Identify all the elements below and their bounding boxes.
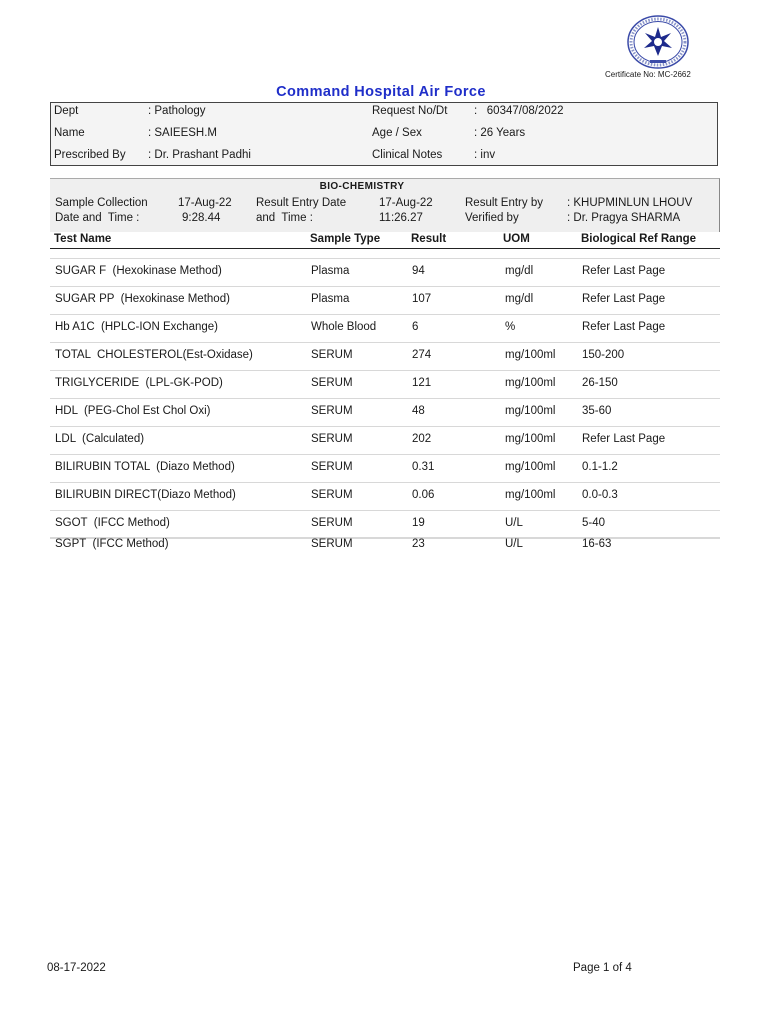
age-sex-value: : 26 Years (474, 127, 526, 139)
result-value: 0.06 (412, 489, 435, 501)
test-name: SUGAR F (Hexokinase Method) (55, 265, 222, 277)
entry-date: 17-Aug-22 (379, 197, 433, 209)
uom: % (505, 321, 516, 333)
table-row (50, 454, 720, 483)
col-sample-type: Sample Type (310, 233, 381, 245)
table-row (50, 286, 720, 315)
name-value: : SAIEESH.M (148, 127, 218, 139)
table-row (50, 342, 720, 371)
result-value: 6 (412, 321, 419, 333)
test-name: LDL (Calculated) (55, 433, 145, 445)
result-value: 23 (412, 538, 425, 550)
footer-date: 08-17-2022 (47, 962, 106, 974)
ref-range: Refer Last Page (582, 321, 666, 333)
table-row (50, 258, 720, 287)
sample-type: SERUM (311, 538, 353, 550)
ref-range: 35-60 (582, 405, 612, 417)
ref-range: 16-63 (582, 538, 612, 550)
table-row (50, 537, 720, 550)
table-row (50, 482, 720, 511)
table-row (50, 510, 720, 539)
uom: mg/dl (505, 293, 534, 305)
collection-date: 17-Aug-22 (178, 197, 232, 209)
uom: mg/100ml (505, 433, 556, 445)
test-name: HDL (PEG-Chol Est Chol Oxi) (55, 405, 211, 417)
sample-type: SERUM (311, 461, 353, 473)
test-name: Hb A1C (HPLC-ION Exchange) (55, 321, 218, 333)
entry-time: 11:26.27 (379, 212, 423, 224)
test-name: TRIGLYCERIDE (LPL-GK-POD) (55, 377, 223, 389)
test-name: SUGAR PP (Hexokinase Method) (55, 293, 230, 305)
result-value: 94 (412, 265, 425, 277)
sample-type: SERUM (311, 433, 353, 445)
certificate-number: Certificate No: MC-2662 (605, 70, 691, 79)
age-sex-label: Age / Sex (372, 127, 422, 139)
result-value: 121 (412, 377, 432, 389)
sample-type: Plasma (311, 265, 350, 277)
test-name: SGOT (IFCC Method) (55, 517, 170, 529)
table-row (50, 314, 720, 343)
table-row (50, 398, 720, 427)
result-entry-label-2: and Time : (256, 212, 313, 224)
ref-range: Refer Last Page (582, 293, 666, 305)
result-value: 202 (412, 433, 432, 445)
col-result: Result (411, 233, 447, 245)
section-info-box (50, 178, 720, 232)
sample-type: SERUM (311, 405, 353, 417)
ref-range: 0.1-1.2 (582, 461, 618, 473)
prescribed-by-label: Prescribed By (54, 149, 126, 161)
result-entry-label: Result Entry Date (256, 197, 347, 209)
ref-range: 0.0-0.3 (582, 489, 618, 501)
uom: mg/100ml (505, 349, 556, 361)
entry-by-label: Result Entry by (465, 197, 543, 209)
section-title: BIO-CHEMISTRY (319, 181, 405, 192)
sample-type: SERUM (311, 489, 353, 501)
clinical-notes-label: Clinical Notes (372, 149, 443, 161)
table-row (50, 370, 720, 399)
result-value: 48 (412, 405, 425, 417)
page-number: Page 1 of 4 (573, 962, 632, 974)
test-name: BILIRUBIN DIRECT(Diazo Method) (55, 489, 236, 501)
uom: mg/100ml (505, 489, 556, 501)
sample-type: Plasma (311, 293, 350, 305)
col-ref-range: Biological Ref Range (581, 233, 697, 245)
clinical-notes-value: : inv (474, 149, 496, 161)
result-value: 0.31 (412, 461, 435, 473)
hospital-seal-icon (626, 14, 690, 70)
request-value: : 60347/08/2022 (474, 105, 564, 117)
uom: U/L (505, 538, 523, 550)
verified-by-value: : Dr. Pragya SHARMA (567, 212, 681, 224)
sample-type: SERUM (311, 517, 353, 529)
ref-range: 150-200 (582, 349, 625, 361)
sample-collection-label-2: Date and Time : (55, 212, 140, 224)
ref-range: Refer Last Page (582, 433, 666, 445)
uom: mg/100ml (505, 405, 556, 417)
col-uom: UOM (503, 233, 530, 245)
dept-value: : Pathology (148, 105, 206, 117)
ref-range: 26-150 (582, 377, 618, 389)
sample-collection-label: Sample Collection (55, 197, 148, 209)
ref-range: 5-40 (582, 517, 606, 529)
verified-by-label: Verified by (465, 212, 519, 224)
ref-range: Refer Last Page (582, 265, 666, 277)
uom: U/L (505, 517, 523, 529)
col-test-name: Test Name (54, 233, 112, 245)
dept-label: Dept (54, 105, 79, 117)
test-name: SGPT (IFCC Method) (55, 538, 169, 550)
result-value: 107 (412, 293, 432, 305)
hospital-name: Command Hospital Air Force (276, 84, 486, 100)
test-name: TOTAL CHOLESTEROL(Est-Oxidase) (55, 349, 253, 361)
request-label: Request No/Dt (372, 105, 448, 117)
patient-info-box (50, 102, 718, 166)
table-row (50, 426, 720, 455)
uom: mg/100ml (505, 377, 556, 389)
results-table-header (50, 232, 720, 249)
result-value: 19 (412, 517, 425, 529)
result-value: 274 (412, 349, 432, 361)
test-name: BILIRUBIN TOTAL (Diazo Method) (55, 461, 235, 473)
uom: mg/100ml (505, 461, 556, 473)
sample-type: SERUM (311, 349, 353, 361)
name-label: Name (54, 127, 85, 139)
sample-type: SERUM (311, 377, 353, 389)
sample-type: Whole Blood (311, 321, 377, 333)
uom: mg/dl (505, 265, 534, 277)
entry-by-value: : KHUPMINLUN LHOUV (567, 197, 693, 209)
prescribed-by-value: : Dr. Prashant Padhi (148, 149, 251, 161)
collection-time: 9:28.44 (182, 212, 221, 224)
